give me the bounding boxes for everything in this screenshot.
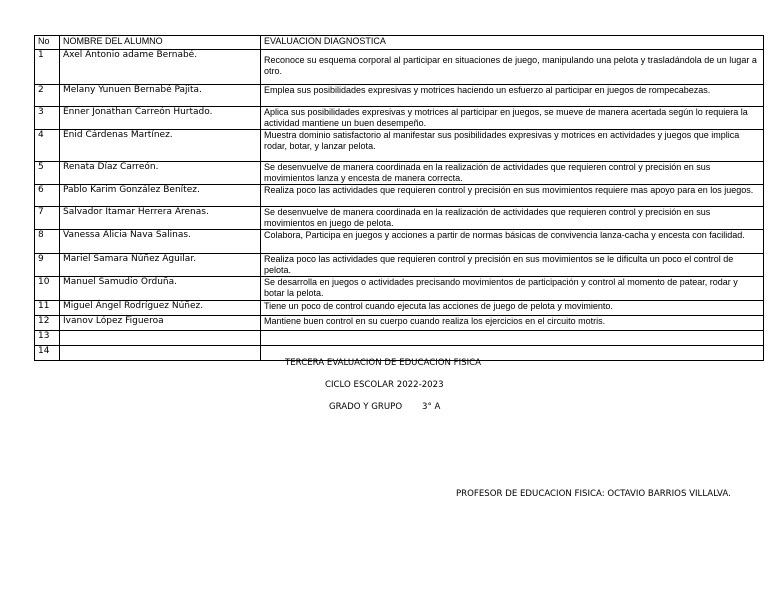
table-row [35, 301, 764, 316]
row-number: 14 [35, 346, 60, 361]
table-row [35, 85, 764, 107]
student-name [60, 331, 261, 346]
table-row [35, 331, 764, 346]
table-row [35, 254, 764, 277]
evaluation-table [34, 35, 764, 361]
table-row [35, 162, 764, 185]
row-number: 1 [35, 50, 60, 85]
student-name: Miguel Ángel Rodríguez Núñez. [60, 301, 261, 316]
table-row [35, 316, 764, 331]
table-row [35, 207, 764, 230]
row-number: 3 [35, 107, 60, 130]
student-name: Axel Antonio adame Bernabé. [60, 50, 261, 85]
row-number: 10 [35, 277, 60, 301]
row-number: 4 [35, 130, 60, 162]
table-row [35, 230, 764, 254]
evaluation-text: Muestra dominio satisfactorio al manifestar sus posibilidades expresivas y motrices en actividades y juegos que implica rodar, botar, y lanzar pelota. [261, 130, 764, 162]
school-cycle: CICLO ESCOLAR 2022-2023 [325, 380, 444, 390]
evaluation-text: Realiza poco las actividades que requieren control y precisión en sus movimientos se le dificulta un poco el control de pelota. [261, 254, 764, 277]
table-row [35, 50, 764, 85]
evaluation-text: Se desarrolla en juegos o actividades precisando movimientos de participación y control al momento de patear, rodar y botar la pelota. [261, 277, 764, 301]
evaluation-text: Realiza poco las actividades que requieren control y precisión en sus movimientos requiere mas apoyo para en los juegos. [261, 185, 764, 207]
evaluation-text: Tiene un poco de control cuando ejecuta las acciones de juego de pelota y movimiento. [261, 301, 764, 316]
header-evaluation: EVALUACION DIAGNOSTICA [261, 36, 764, 50]
student-name: Manuel Samudio Orduña. [60, 277, 261, 301]
grade-group-label: GRADO Y GRUPO [329, 402, 403, 412]
grade-group-value: 3° A [422, 402, 441, 412]
row-number: 12 [35, 316, 60, 331]
evaluation-text: Se desenvuelve de manera coordinada en la realización de actividades que requieren control y precisión en sus movimientos lanza y encesta de manera correcta. [261, 162, 764, 185]
row-number: 13 [35, 331, 60, 346]
student-name: Ivanov López Figueroa [60, 316, 261, 331]
evaluation-text: Se desenvuelve de manera coordinada en la realización de actividades que requieren control y precisión en sus movimientos en juego de pelota. [261, 207, 764, 230]
evaluation-text: Colabora, Participa en juegos y acciones a partir de normas básicas de convivencia lanza-cacha y encesta con facilidad. [261, 230, 764, 254]
evaluation-text: Emplea sus posibilidades expresivas y motrices haciendo un esfuerzo al participar en juegos de rompecabezas. [261, 85, 764, 107]
student-name: Enner Jonathan Carreón Hurtado. [60, 107, 261, 130]
table-row [35, 130, 764, 162]
evaluation-text: Aplica sus posibilidades expresivas y motrices al participar en juegos, se mueve de manera acertada según lo requiera la actividad mantiene un buen desempeño. [261, 107, 764, 130]
table-row [35, 107, 764, 130]
row-number: 6 [35, 185, 60, 207]
row-number: 7 [35, 207, 60, 230]
evaluation-text: Mantiene buen control en su cuerpo cuando realiza los ejercicios en el circuito motris. [261, 316, 764, 331]
table-header-row [35, 36, 764, 50]
student-name: Enid Cárdenas Martínez. [60, 130, 261, 162]
student-name: Renata Díaz Carreón. [60, 162, 261, 185]
student-name: Mariel Samara Núñez Aguilar. [60, 254, 261, 277]
header-name: NOMBRE DEL ALUMNO [60, 36, 261, 50]
student-name: Vanessa Alicia Nava Salinas. [60, 230, 261, 254]
teacher-signature-line: PROFESOR DE EDUCACION FISICA: OCTAVIO BARRIOS VILLALVA. [456, 489, 731, 499]
row-number: 2 [35, 85, 60, 107]
student-name: Pablo Karim González Benítez. [60, 185, 261, 207]
row-number: 8 [35, 230, 60, 254]
header-no: No [35, 36, 60, 50]
student-name [60, 346, 261, 361]
evaluation-text [261, 331, 764, 346]
student-name: Salvador Itamar Herrera Arenas. [60, 207, 261, 230]
evaluation-text: Reconoce su esquema corporal al participar en situaciones de juego, manipulando una pelota y trasladándola de un lugar a otro. [261, 50, 764, 85]
student-name: Melany Yunuen Bernabé Pajita. [60, 85, 261, 107]
row-number: 5 [35, 162, 60, 185]
evaluation-title: TERCERA EVALUACION DE EDUCACION FISICA [285, 358, 482, 368]
row-number: 11 [35, 301, 60, 316]
table-row [35, 277, 764, 301]
row-number: 9 [35, 254, 60, 277]
table-row [35, 185, 764, 207]
